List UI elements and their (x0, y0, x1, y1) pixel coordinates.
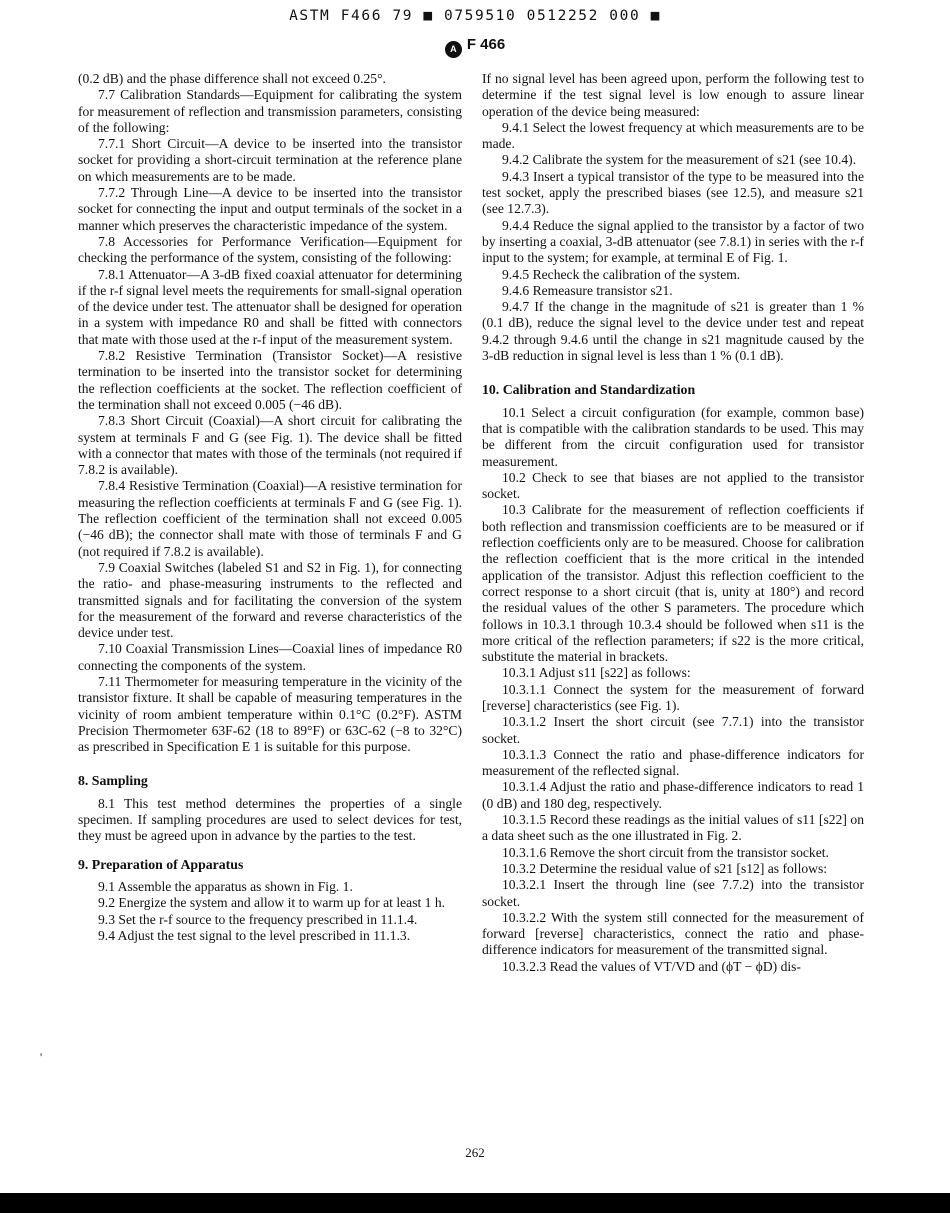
paragraph: 10.3.1.5 Record these readings as the initial values of s11 [s22] on a data sheet such as the one illustrated in Fig. 2. (482, 812, 864, 844)
paragraph: 10.3.2.1 Insert the through line (see 7.7.2) into the transistor socket. (482, 877, 864, 909)
paragraph: 9.4.6 Remeasure transistor s21. (502, 282, 673, 298)
paragraph: 9.4 Adjust the test signal to the level prescribed in 11.1.3. (98, 927, 411, 943)
paragraph: 9.2 Energize the system and allow it to warm up for at least 1 h. (98, 895, 446, 911)
paragraph: 10.3.1.6 Remove the short circuit from the transistor socket. (502, 844, 829, 860)
paragraph: 10.3.1.4 Adjust the ratio and phase-difference indicators to read 1 (0 dB) and 180 deg, respectively. (482, 779, 864, 811)
paragraph: 7.8.1 Attenuator—A 3-dB fixed coaxial attenuator for determining if the r-f signal level meets the requirements for small-signal operation of the device under test. The attenuator shall be designed for operation in a system with impedance R0 and shall be fitted with connectors that mate with those used at the r-f input of the measurement system. (78, 266, 463, 347)
paragraph: (0.2 dB) and the phase difference shall not exceed 0.25°. (78, 71, 386, 86)
paragraph: 10.3.2 Determine the residual value of s21 [s12] as follows: (502, 860, 828, 876)
paragraph: 10.3.1.3 Connect the ratio and phase-difference indicators for measurement of the reflected signal. (482, 746, 864, 779)
astm-header-line: ASTM F466 79 ■ 0759510 0512252 000 ■ (289, 8, 661, 24)
paragraph: 7.8.2 Resistive Termination (Transistor Socket)—A resistive termination to be inserted into the transistor socket for determining the reflection coefficients at the socket. The reflection coefficient of the termination shall not exceed 0.005 (−46 dB). (78, 348, 462, 412)
paragraph: 7.7 Calibration Standards—Equipment for calibrating the system for measurement of reflection and transmission parameters, consisting of the following: (78, 87, 462, 135)
paragraph: 10.3.1.1 Connect the system for the measurement of forward [reverse] characteristics (see Fig. 1). (482, 681, 864, 713)
paragraph: 7.8 Accessories for Performance Verification—Equipment for checking the performance of the system, consisting of the following: (78, 233, 462, 266)
paragraph: 7.8.4 Resistive Termination (Coaxial)—A resistive termination for measuring the reflection coefficients at terminals F and G (see Fig. 1). The reflection coefficient of the termination shall not exceed 0.005 (−46 dB); the connector shall mate with those of terminals F and G (not required if 7.8.2 is available). (78, 478, 462, 559)
section-heading: 8. Sampling (78, 773, 148, 789)
scan-bottom-bar (0, 1193, 950, 1213)
paragraph: 10.3 Calibrate for the measurement of reflection coefficients if both reflection and transmission coefficients are to be measured or if reflection coefficients only are to be measured. Choose for calibration the reflection coefficient that is the more critical in the intended application of the transistor. Adjust this reflection coefficient to the correct response to a short circuit (that is, unity at 180°) and record the residual values of the other S parameters. The procedure which follows in 10.3.1 through 10.3.4 should be followed when s11 is the more critical of the reflection parameters; if s22 is the more critical, substitute the material in brackets. (482, 502, 864, 665)
paragraph: 9.4.2 Calibrate the system for the measurement of s21 (see 10.4). (502, 152, 857, 168)
section-heading: 10. Calibration and Standardization (482, 382, 696, 398)
paragraph: 9.4.5 Recheck the calibration of the system. (502, 266, 741, 282)
paragraph: 9.4.7 If the change in the magnitude of s21 is greater than 1 % (0.1 dB), reduce the signal level to the device under test and repeat 9.4.2 through 9.4.6 until the change in s21 magnitude caused by the 3-dB reduction in signal level is less than 1 % (0.1 dB). (482, 299, 864, 364)
paragraph: 7.11 Thermometer for measuring temperature in the vicinity of the transistor fixture. It shall be capable of measuring temperatures in the vicinity of room ambient temperature within 0.1°C (0.2°F). ASTM Precision Thermometer 63F-62 (18 to 89°F) or 63C-62 (−8 to 32°C) as prescribed in Specification E 1 is suitable for this purpose. (78, 673, 462, 755)
designation: F 466 (466, 36, 506, 53)
paragraph: 10.2 Check to see that biases are not applied to the transistor socket. (482, 469, 864, 502)
right-column (482, 71, 864, 975)
section-heading: 9. Preparation of Apparatus (78, 856, 244, 872)
paragraph: 7.7.2 Through Line—A device to be inserted into the transistor socket for connecting the input and output terminals of the socket in a manner which preserves the characteristic impedance of the system. (78, 185, 462, 233)
paragraph: 10.3.1.2 Insert the short circuit (see 7.7.1) into the transistor socket. (482, 714, 864, 746)
left-column (78, 71, 462, 944)
paragraph: 7.8.3 Short Circuit (Coaxial)—A short circuit for calibrating the system at terminals F and G (see Fig. 1). The device shall be fitted with a connector that mates with those of the terminals (not required if 7.8.2 is available). (78, 413, 462, 478)
paragraph: 9.4.3 Insert a typical transistor of the type to be measured into the test socket, apply the prescribed biases (see 12.5), and measure s21 (see 12.7.3). (482, 168, 864, 217)
paragraph: If no signal level has been agreed upon, perform the following test to determine if the test signal level is low enough to assure linear operation of the device being measured: (482, 71, 864, 119)
paragraph: 7.10 Coaxial Transmission Lines—Coaxial lines of impedance R0 connecting the components of the system. (78, 641, 462, 673)
paragraph: 9.4.4 Reduce the signal applied to the transistor by a factor of two by inserting a coaxial, 3-dB attenuator (see 7.8.1) in series with the r-f input to the system; for example, at terminal E of Fig. 1. (482, 217, 864, 266)
paragraph: 7.9 Coaxial Switches (labeled S1 and S2 in Fig. 1), for connecting the ratio- and phase-measuring instruments to the reflected and transmitted signals and for facilitating the conversion of the system for the measurement of the forward and reverse characteristics of the device under test. (78, 559, 462, 641)
paragraph: 8.1 This test method determines the properties of a single specimen. If sampling procedures are used to select devices for test, they must be agreed upon in advance by the parties to the test. (78, 795, 462, 844)
paragraph: 9.4.1 Select the lowest frequency at which measurements are to be made. (482, 119, 864, 152)
page-number: 262 (465, 1145, 485, 1160)
paragraph: 10.3.1 Adjust s11 [s22] as follows: (502, 665, 691, 681)
paragraph: 10.3.2.2 With the system still connected for the measurement of forward [reverse] characteristics, connect the ratio and phase-difference indicators for measurement of the transmitted signal. (482, 909, 864, 958)
paragraph: 10.1 Select a circuit configuration (for example, common base) that is compatible with the calibration standards to be used. This may be different from the circuit configuration used for transistor measurement. (482, 404, 864, 469)
paragraph: 7.7.1 Short Circuit—A device to be inserted into the transistor socket for providing a short-circuit termination at the reference plane on which measurements are to be made. (78, 136, 462, 184)
paragraph: 9.3 Set the r-f source to the frequency prescribed in 11.1.4. (98, 911, 418, 927)
designation-line (0, 36, 950, 58)
astm-logo-icon: A (445, 41, 462, 58)
margin-mark: ' (40, 1050, 43, 1064)
paragraph: 10.3.2.3 Read the values of VT/VD and (ϕT − ϕD) dis- (502, 958, 801, 974)
paragraph: 9.1 Assemble the apparatus as shown in Fig. 1. (98, 878, 353, 894)
